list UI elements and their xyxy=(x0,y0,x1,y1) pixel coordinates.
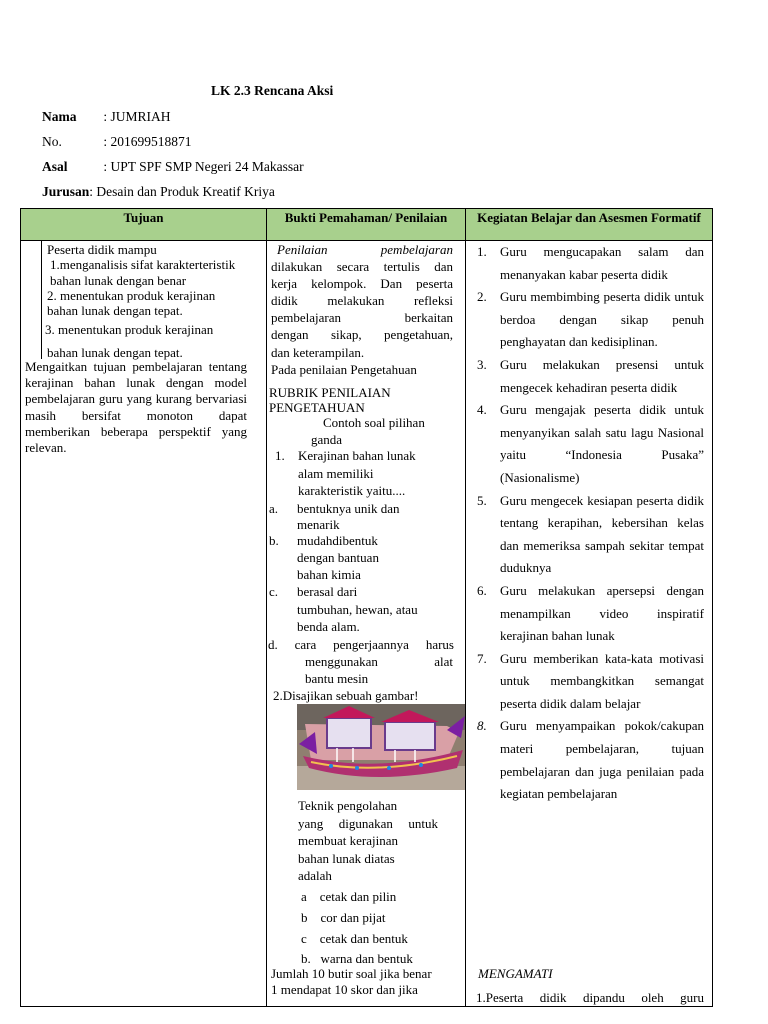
option-marker: a. xyxy=(269,501,279,516)
document-title: LK 2.3 Rencana Aksi xyxy=(211,83,334,98)
penilaian-line: Penilaian pembelajaran xyxy=(277,242,453,257)
item-number: 7. xyxy=(477,650,487,666)
teknik-text: Teknik pengolahan xyxy=(298,798,398,813)
bukti-cell xyxy=(267,241,466,1007)
tujuan-line: Peserta didik mampu xyxy=(47,242,157,257)
tujuan-line: bahan lunak dengan tepat. xyxy=(47,303,183,318)
tujuan-line: bahan lunak dengan tepat. xyxy=(47,345,183,360)
jumlah-text: Jumlah 10 butir soal jika benar xyxy=(271,966,432,981)
item-text: Guru mengecek kesiapan peserta didik tentang kerapihan, kebersihan kelas dan memeriksa sampah sekitar tempat duduknya xyxy=(500,492,704,576)
option-text: bantu mesin xyxy=(305,671,369,686)
penilaian-line: dilakukan secara tertulis dan xyxy=(271,259,453,274)
option-text: bahan kimia xyxy=(297,567,361,582)
tujuan-cell xyxy=(21,241,267,1007)
teknik-text: adalah xyxy=(298,868,332,883)
action-plan-table xyxy=(20,208,713,1007)
teknik-option: b cor dan pijat xyxy=(301,910,386,925)
list-item xyxy=(468,241,704,286)
item-text: Guru memberikan kata-kata motivasi untuk membangkitkan semangat peserta didik dalam belajar xyxy=(500,650,704,711)
asal-row xyxy=(42,159,304,175)
item-number: 6. xyxy=(477,582,487,598)
no-row xyxy=(42,134,192,150)
mengamati-heading: MENGAMATI xyxy=(478,966,553,981)
tujuan-line: 1.menganalisis sifat karakterteristik xyxy=(50,257,236,272)
header-kegiatan: Kegiatan Belajar dan Asesmen Formatif xyxy=(466,209,713,241)
penilaian-line: didik melakukan refleksi xyxy=(271,293,453,308)
header-tujuan: Tujuan xyxy=(21,209,267,241)
jurusan-label: Jurusan xyxy=(42,184,90,199)
penilaian-pengetahuan: Pada penilaian Pengetahuan xyxy=(271,362,417,377)
jurusan-row xyxy=(42,184,275,200)
penilaian-line: kerja kelompok. Dan peserta xyxy=(271,276,453,291)
nama-row xyxy=(42,109,171,125)
asal-value: : UPT SPF SMP Negeri 24 Makassar xyxy=(103,159,304,174)
table-body-row xyxy=(21,241,713,1007)
item-number: 8. xyxy=(477,718,487,734)
option-text: menarik xyxy=(297,517,340,532)
list-item xyxy=(468,580,704,648)
kerajinan-boat-image xyxy=(297,704,465,790)
contoh-soal: ganda xyxy=(311,432,343,447)
kegiatan-list xyxy=(468,241,704,806)
teknik-text: membuat kerajinan xyxy=(298,833,398,848)
item-number: 3. xyxy=(477,356,487,372)
option-text: berasal dari xyxy=(297,584,358,599)
tujuan-line: 2. menentukan produk kerajinan xyxy=(47,288,216,303)
nama-value: : JUMRIAH xyxy=(103,109,171,124)
option-text: bentuknya unik dan xyxy=(297,501,400,516)
item-text: Guru melakukan apersepsi dengan menampilkan video inspiratif kerajinan bahan lunak xyxy=(500,582,704,644)
option-text: tumbuhan, hewan, atau xyxy=(297,602,418,617)
list-item xyxy=(468,354,704,399)
teknik-option: a cetak dan pilin xyxy=(301,889,397,904)
item-text: Guru membimbing peserta didik untuk berdoa dengan sikap penuh penghayatan dan kedisiplinan. xyxy=(500,289,704,350)
table-header-row xyxy=(21,209,713,241)
asal-label: Asal xyxy=(42,159,68,174)
no-value: : 201699518871 xyxy=(103,134,192,149)
question-number: 1. xyxy=(275,448,285,463)
option-text: mudahdibentuk xyxy=(297,533,378,548)
mengamati-step: 1.Peserta didik dipandu oleh guru xyxy=(476,990,704,1005)
item-number: 4. xyxy=(477,402,487,418)
item-text: Guru melakukan presensi untuk mengecek kehadiran peserta didik xyxy=(500,356,704,395)
option-text: benda alam. xyxy=(297,619,360,634)
item-number: 2. xyxy=(477,289,487,305)
item-number: 5. xyxy=(477,492,487,508)
item-text: Guru menyampaikan pokok/cakupan materi pembelajaran, tujuan pembelajaran dan juga penilaian pada kegiatan pembelajaran xyxy=(500,718,704,802)
nama-label: Nama xyxy=(42,109,77,124)
teknik-option: c cetak dan bentuk xyxy=(301,931,408,946)
teknik-option: b. warna dan bentuk xyxy=(301,951,413,966)
no-label: No. xyxy=(42,134,62,149)
option-text: d. cara pengerjaannya harus xyxy=(268,637,454,652)
penilaian-line: pembelajaran berkaitan xyxy=(271,310,453,325)
option-text: menggunakan alat xyxy=(305,654,453,669)
tujuan-paragraph: Mengaitkan tujuan pembelajaran tentang kerajinan bahan lunak dengan model pembelajaran guru yang kurang bervariasi masih bersifat monoton dapat memberikan beberapa perspektif yang relevan. xyxy=(25,359,247,456)
option-text: dengan bantuan xyxy=(297,550,379,565)
question-2: 2.Disajikan sebuah gambar! xyxy=(273,688,419,703)
question-text: Kerajinan bahan lunak xyxy=(298,448,416,463)
tujuan-line: bahan lunak dengan benar xyxy=(50,273,187,288)
teknik-text: yang digunakan untuk xyxy=(298,816,438,831)
item-text: Guru mengucapakan salam dan menanyakan kabar peserta didik xyxy=(500,244,704,282)
item-number: 1. xyxy=(477,244,487,259)
option-marker: b. xyxy=(269,533,279,548)
list-item xyxy=(468,286,704,354)
tujuan-line: 3. menentukan produk kerajinan xyxy=(45,322,214,337)
contoh-soal: Contoh soal pilihan xyxy=(323,415,425,430)
question-text: alam memiliki xyxy=(298,466,374,481)
list-item xyxy=(468,490,704,580)
list-item xyxy=(468,715,704,805)
kegiatan-cell xyxy=(466,241,713,1007)
jumlah-text: 1 mendapat 10 skor dan jika xyxy=(271,982,418,997)
item-text: Guru mengajak peserta didik untuk menyanyikan salah satu lagu Nasional yaitu “Indonesia Pusaka” (Nasionalisme) xyxy=(500,402,704,485)
teknik-text: bahan lunak diatas xyxy=(298,851,395,866)
penilaian-line: dan keterampilan. xyxy=(271,345,365,360)
rubrik-title: PENGETAHUAN xyxy=(269,400,365,415)
question-text: karakteristik yaitu.... xyxy=(298,483,406,498)
jurusan-value: : Desain dan Produk Kreatif Kriya xyxy=(89,184,275,199)
option-marker: c. xyxy=(269,584,279,599)
rubrik-title: RUBRIK PENILAIAN xyxy=(269,385,391,400)
header-bukti: Bukti Pemahaman/ Penilaian xyxy=(267,209,466,241)
list-item xyxy=(468,399,704,489)
list-item xyxy=(468,648,704,716)
penilaian-line: dengan sikap, pengetahuan, xyxy=(271,327,453,342)
